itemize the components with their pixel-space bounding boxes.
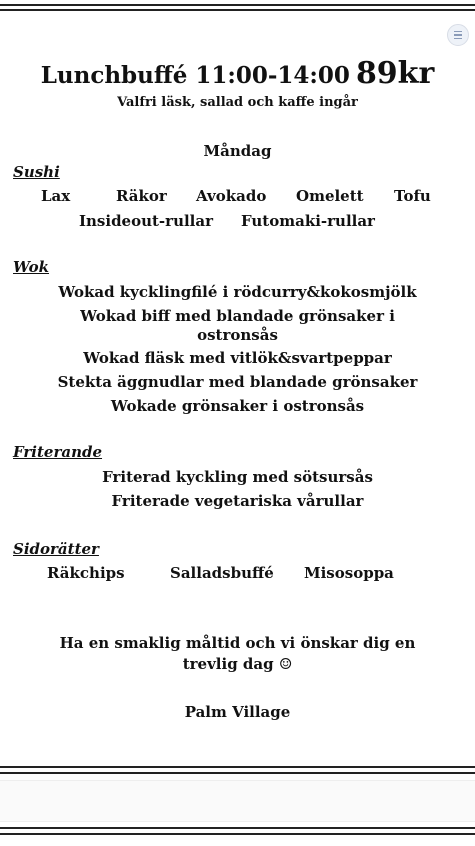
menu-icon[interactable] (447, 24, 469, 46)
sushi-item: Insideout-rullar (79, 212, 213, 230)
top-divider (0, 4, 475, 11)
menu-subtitle: Valfri läsk, sallad och kaffe ingår (117, 95, 358, 110)
wok-item: Wokad fläsk med vitlök&svartpeppar (83, 349, 392, 367)
wok-item: Stekta äggnudlar med blandade grönsaker (57, 373, 418, 391)
friterande-item: Friterad kyckling med sötsursås (102, 468, 373, 486)
greeting-line-1: Ha en smaklig måltid och vi önskar dig en (59, 634, 416, 652)
page-end-divider (0, 827, 475, 835)
menu-price: 89kr (355, 56, 435, 91)
side-dish-item: Misosoppa (304, 564, 394, 582)
wok-item: ostronsås (197, 326, 278, 344)
title-row (0, 56, 475, 91)
friterande-item: Friterade vegetariska vårullar (111, 492, 364, 510)
sushi-item: Avokado (196, 187, 267, 205)
section-heading-sushi: Sushi (13, 163, 60, 181)
section-heading-wok: Wok (13, 258, 50, 276)
section-heading-friterande: Friterande (13, 443, 103, 461)
bottom-divider (0, 766, 475, 774)
sushi-item: Lax (41, 187, 71, 205)
wok-item: Wokad kycklingfilé i rödcurry&kokosmjölk (58, 283, 417, 301)
side-dish-item: Räkchips (47, 564, 125, 582)
sushi-item: Räkor (116, 187, 167, 205)
sushi-item: Futomaki-rullar (241, 212, 375, 230)
sushi-item: Tofu (394, 187, 431, 205)
menu-day: Måndag (203, 142, 272, 160)
content-strip (0, 780, 475, 822)
restaurant-signature: Palm Village (184, 703, 291, 721)
greeting-line-2: trevlig dag ☺ (182, 655, 293, 673)
menu-title: Lunchbuffé 11:00-14:00 (40, 62, 350, 89)
wok-item: Wokade grönsaker i ostronsås (110, 397, 365, 415)
wok-item: Wokad biff med blandade grönsaker i (80, 307, 395, 325)
section-heading-sidoratter: Sidorätter (13, 540, 99, 558)
sushi-item: Omelett (296, 187, 364, 205)
side-dish-item: Salladsbuffé (170, 564, 274, 582)
